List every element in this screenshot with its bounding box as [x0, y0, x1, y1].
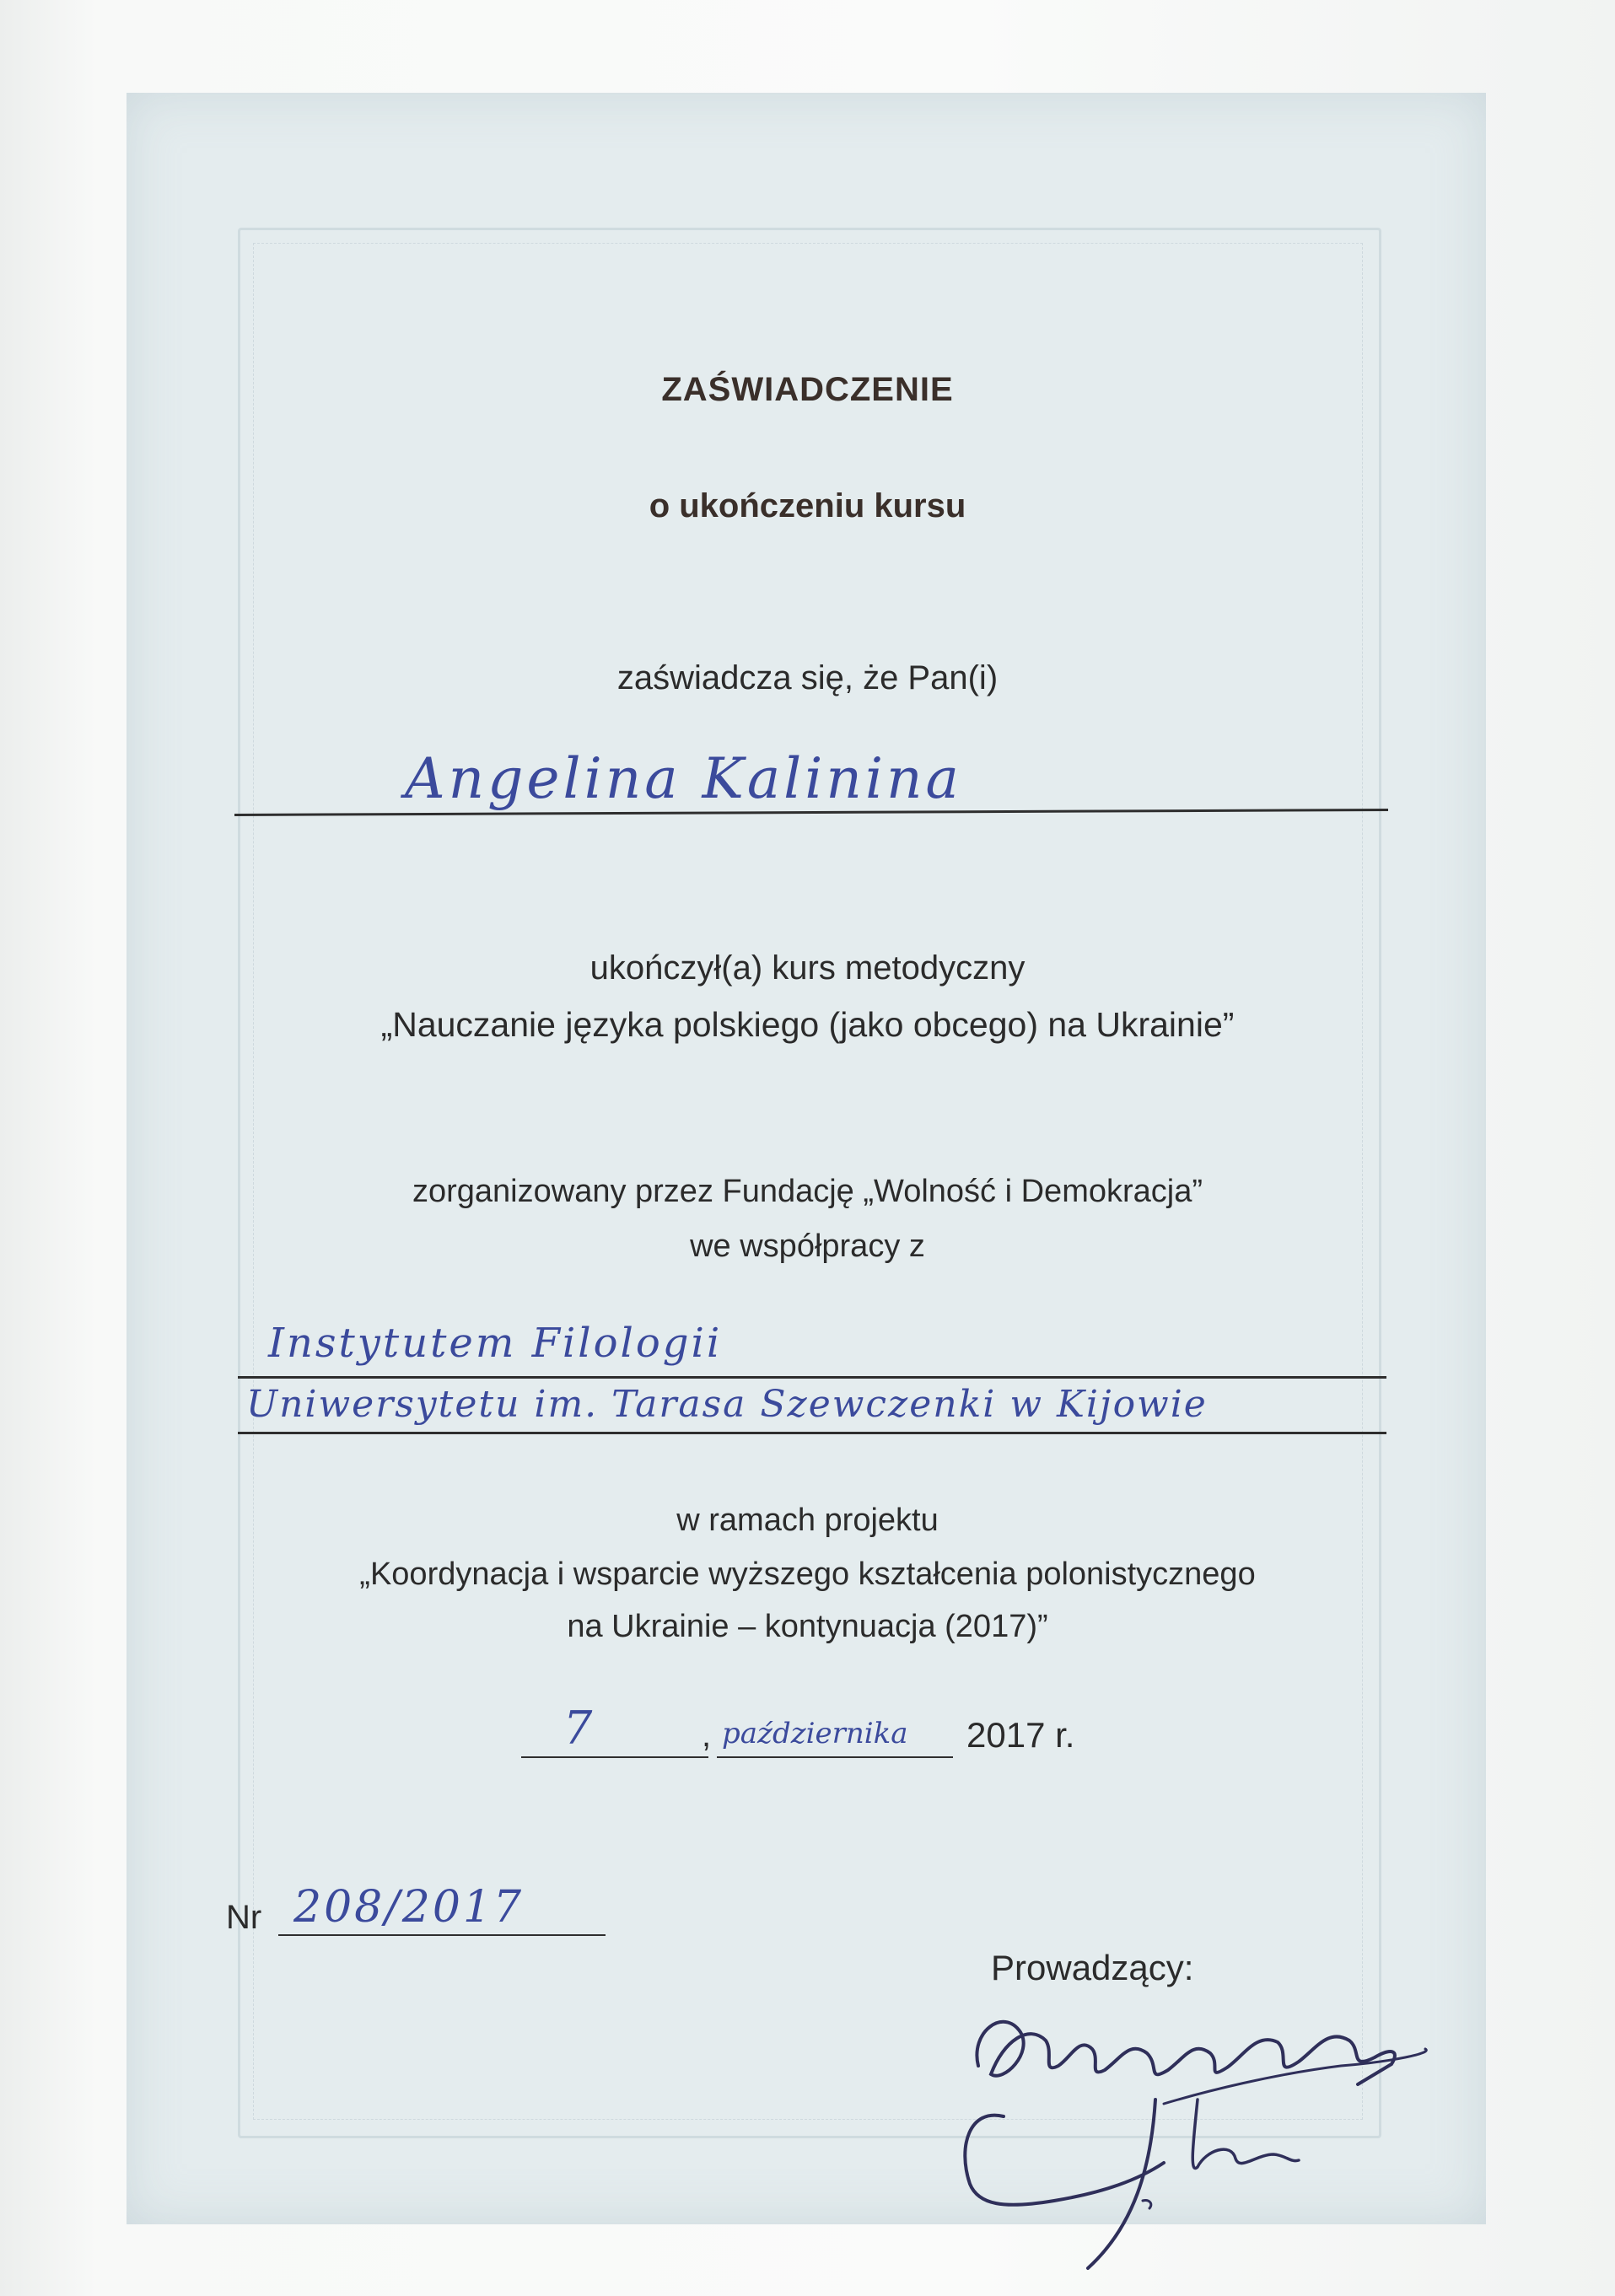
date-month-underline	[717, 1756, 953, 1758]
signature	[953, 1973, 1459, 2281]
project-line-2: na Ukrainie – kontynuacja (2017)”	[567, 1609, 1048, 1644]
number-value: 208/2017	[293, 1882, 525, 1933]
certificate-title: ZAŚWIADCZENIE	[661, 371, 954, 408]
partner-institute: Instytutem Filologii	[268, 1320, 723, 1367]
date-separator: ,	[702, 1717, 712, 1754]
leader-label: Prowadzący:	[991, 1948, 1194, 1987]
date-month: października	[722, 1717, 908, 1750]
certificate-subtitle: o ukończeniu kursu	[649, 487, 966, 524]
number-label: Nr	[226, 1899, 262, 1936]
completed-text: ukończył(a) kurs metodyczny	[589, 949, 1026, 987]
date-day: 7	[563, 1702, 593, 1755]
course-name: „Nauczanie języka polskiego (jako obcego) na Ukrainie”	[380, 1005, 1235, 1044]
partner-underline-1	[238, 1376, 1386, 1379]
date-year: 2017 r.	[966, 1715, 1075, 1755]
date-day-underline	[521, 1756, 708, 1758]
cooperation-text: we współpracy z	[690, 1229, 925, 1264]
certifies-text: zaświadcza się, że Pan(i)	[616, 659, 999, 696]
partner-underline-2	[238, 1432, 1386, 1434]
project-intro: w ramach projektu	[676, 1503, 939, 1538]
partner-university: Uniwersytetu im. Tarasa Szewczenki w Kijowie	[246, 1383, 1208, 1426]
project-line-1: „Koordynacja i wsparcie wyższego kształcenia polonistycznego	[359, 1557, 1256, 1592]
organized-by-text: zorganizowany przez Fundację „Wolność i Demokracja”	[412, 1174, 1203, 1209]
recipient-name: Angelina Kalinina	[405, 746, 962, 811]
number-underline	[278, 1934, 606, 1936]
